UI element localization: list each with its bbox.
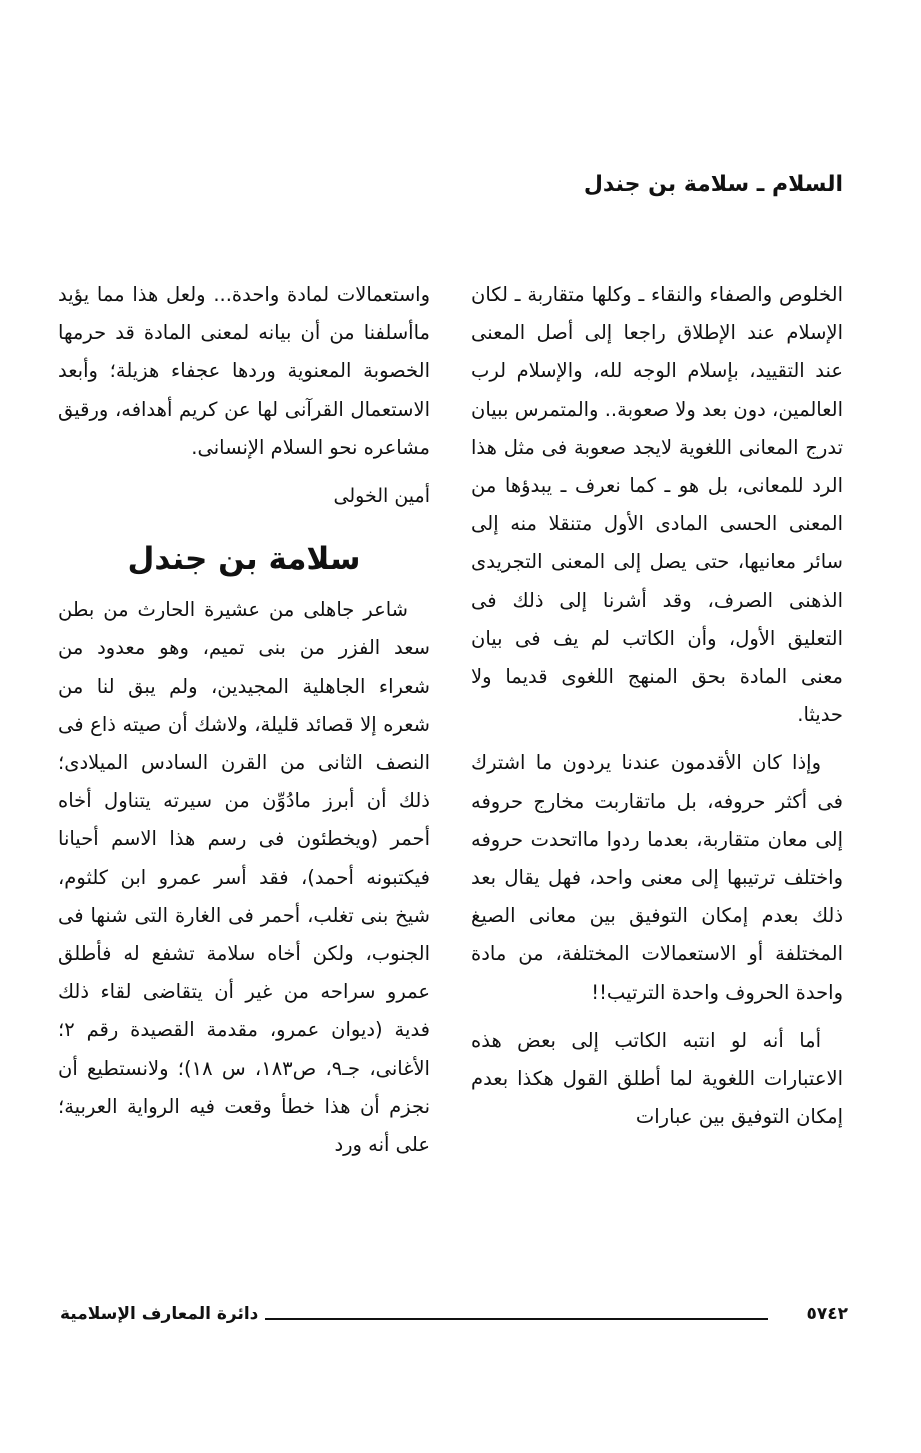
left-column xyxy=(58,276,430,1174)
left-opening-paragraph: واستعمالات لمادة واحدة... ولعل هذا مما يؤيد ماأسلفنا من أن بيانه لمعنى المادة قد حرمها الخصوبة المعنوية وردها عجفاء هزيلة؛ وأبعد الاستعمال القرآنى لها عن كريم أهدافه، ورقيق مشاعره نحو السلام الإنسانى. xyxy=(58,283,430,459)
journal-name: دائرة المعارف الإسلامية xyxy=(60,1304,259,1324)
article-title: سلامة بن جندل xyxy=(127,541,361,578)
right-paragraph-2: وإذا كان الأقدمون عندنا يردون ما اشترك فى أكثر حروفه، بل ماتقاربت مخارج حروفه إلى معان متقاربة، بعدما ردوا مااتحدت حروفه واختلف ترتيبها إلى معنى واحد، فهل يقال بعد ذلك بعدم إمكان التوفيق بين معانى الصيغ المختلفة أو الاستعمالات المختلفة، من مادة واحدة الحروف واحدة الترتيب!! xyxy=(471,751,843,1004)
right-column xyxy=(471,276,843,1146)
page-number: ٥٧٤٢ xyxy=(806,1304,848,1324)
right-paragraph-1: الخلوص والصفاء والنقاء ـ وكلها متقاربة ـ لكان الإسلام عند الإطلاق راجعا إلى أصل المعنى عند التقييد، بإسلام الوجه لله، والإسلام لرب العالمين، دون بعد ولا صعوبة.. والمتمرس ببيان تدرج المعانى اللغوية لايجد صعوبة فى مثل هذا الرد للمعانى، بل هو ـ كما نعرف ـ يبدؤها من المعنى الحسى المادى الأول متنقلا منه إلى سائر معانيها، حتى يصل إلى المعنى التجريدى الذهنى الصرف، وقد أشرنا إلى ذلك فى التعليق الأول، وأن الكاتب لم يف فى بيان معنى المادة بحق المنهج اللغوى قديما ولا حديثا. xyxy=(471,283,843,727)
running-header: السلام ـ سلامة بن جندل xyxy=(583,172,843,197)
article-paragraph: شاعر جاهلى من عشيرة الحارث من بطن سعد الفزر من بنى تميم، وهو معدود من شعراء الجاهلية المجيدين، ولم يبق لنا من شعره إلا قصائد قليلة، ولاشك أن صيته ذاع فى النصف الثانى من القرن السادس الميلادى؛ ذلك أن أبرز مادُوِّن من سيرته يتناول أخاه أحمر (ويخطئون فى رسم هذا الاسم أحيانا فيكتبونه أحمد)، فقد أسر عمرو ابن كلثوم، شيخ بنى تغلب، أحمر فى الغارة التى شنها فى الجنوب، ولكن أخاه سلامة تشفع له فأطلق عمرو سراحه من غير أن يتقاضى لقاء ذلك فدية (ديوان عمرو، مقدمة القصيدة رقم ٢؛ الأغانى، جـ٩، ص١٨٣، س ١٨)؛ ولانستطيع أن نجزم أن هذا خطأ وقعت فيه الرواية العربية؛ على أنه ورد xyxy=(58,598,430,1157)
author-signature: أمين الخولى xyxy=(333,485,430,508)
page-footer xyxy=(60,1304,848,1334)
footer-rule xyxy=(265,1318,768,1320)
right-paragraph-3: أما أنه لو انتبه الكاتب إلى بعض هذه الاعتبارات اللغوية لما أطلق القول هكذا بعدم إمكان التوفيق بين عبارات xyxy=(471,1028,843,1129)
